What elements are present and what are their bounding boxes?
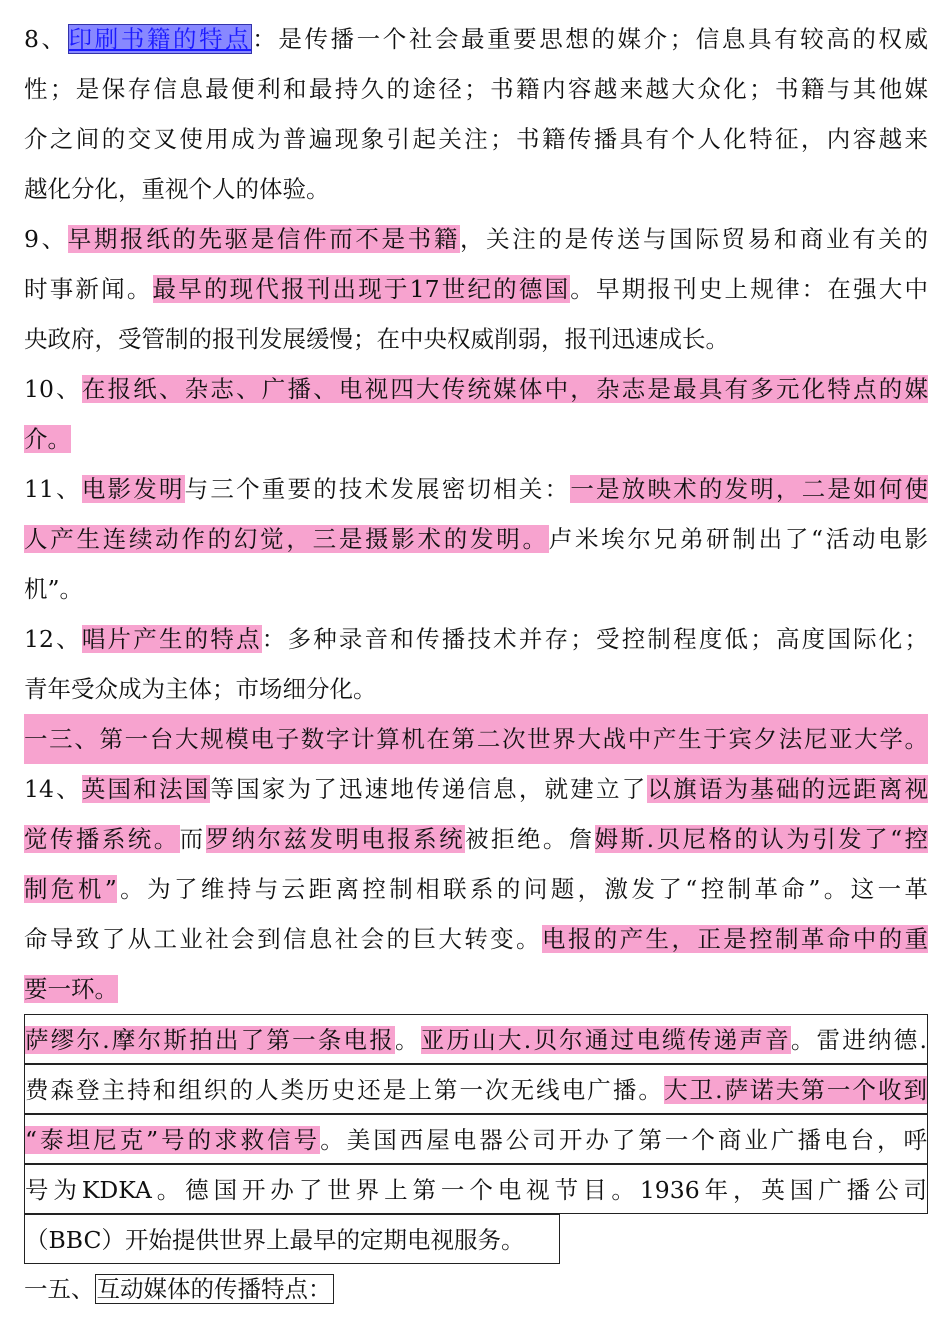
para-14-line-5	[24, 964, 928, 1014]
para-8-line-2	[24, 64, 928, 114]
para-10-line-2	[24, 414, 928, 464]
highlight: 制危机”	[24, 875, 117, 903]
item-number: 12、	[24, 625, 82, 653]
highlight: 介。	[24, 425, 71, 453]
text-run: 机”。	[24, 575, 84, 603]
text-run: ：是传播一个社会最重要思想的媒介；信息具有较高的权威	[252, 25, 929, 53]
text-run: 介之间的交叉使用成为普遍现象引起关注；书籍传播具有个人化特征，内容越来	[24, 125, 928, 153]
para-8-line-4	[24, 164, 928, 214]
text-run: 越化分化，重视个人的体验。	[24, 175, 330, 203]
text-run: 。	[395, 1026, 421, 1054]
para-9-line-1	[24, 214, 928, 264]
highlight: 在报纸、杂志、广播、电视四大传统媒体中，杂志是最具有多元化特点的媒	[81, 375, 929, 403]
para-14-line-4	[24, 914, 928, 964]
text-run: ，关注的是传送与国际贸易和商业有关的	[459, 225, 929, 253]
text-run: 。美国西屋电器公司开办了第一个商业广播电台，呼	[320, 1126, 928, 1154]
highlight: 一三、第一台大规模电子数字计算机在第二次世界大战中产生于宾夕法尼亚大学。	[24, 725, 928, 753]
para-13-line-1	[24, 714, 928, 764]
highlight: “泰坦尼克”号的求救信号	[25, 1126, 321, 1154]
highlight: 萨缪尔.摩尔斯拍出了第一条电报	[25, 1026, 396, 1054]
para-14-line-1	[24, 764, 928, 814]
highlight: 早期报纸的先驱是信件而不是书籍	[67, 225, 460, 253]
item-number: 8、	[24, 25, 68, 53]
highlight: 电报的产生，正是控制革命中的重	[541, 925, 929, 953]
para-14-line-2	[24, 814, 928, 864]
text-run: （BBC）开始提供世界上最早的定期电视服务。	[25, 1226, 525, 1254]
highlight: 以旗语为基础的远距离视	[647, 775, 929, 803]
para-15-line-2	[24, 1064, 928, 1114]
highlight: 觉传播系统。	[24, 825, 180, 853]
para-9-line-2	[24, 264, 928, 314]
highlight: 罗纳尔兹发明电报系统	[205, 825, 466, 853]
text-run: 。为了维持与云距离控制相联系的问题，激发了“控制革命”。这一革	[116, 875, 928, 903]
text-run: 被拒绝。詹	[465, 825, 595, 853]
item-number: 14、	[24, 775, 82, 803]
para-11-line-1	[24, 464, 928, 514]
heading-interactive-media: 互动媒体的传播特点：	[96, 1275, 332, 1303]
highlight: 唱片产生的特点	[81, 625, 262, 653]
text-run: 青年受众成为主体；市场细分化。	[24, 675, 377, 703]
text-run: 。雷进纳德.	[790, 1026, 927, 1054]
text-run: 性；是保存信息最便利和最持久的途径；书籍内容越来越大众化；书籍与其他媒	[24, 75, 928, 103]
para-15-line-4	[24, 1164, 928, 1214]
item-number: 11、	[24, 475, 82, 503]
para-12-line-2	[24, 664, 928, 714]
text-run: 费森登主持和组织的人类历史还是上第一次无线电广播。	[25, 1076, 664, 1104]
highlight: 电影发明	[81, 475, 185, 503]
para-15-line-5	[24, 1214, 560, 1264]
section-heading-interactive-media	[24, 1264, 928, 1314]
text-run: 而	[179, 825, 206, 853]
highlight: 英国和法国	[81, 775, 211, 803]
text-run: ：多种录音和传播技术并存；受控制程度低；高度国际化；	[261, 625, 929, 653]
para-8-line-3	[24, 114, 928, 164]
para-10-line-1	[24, 364, 928, 414]
item-number: 一五、	[24, 1275, 95, 1303]
para-14-line-3	[24, 864, 928, 914]
highlight: 大卫.萨诺夫第一个收到	[663, 1076, 927, 1104]
para-8-line-1	[24, 14, 928, 64]
para-11-line-3	[24, 564, 928, 614]
heading-link-printed-books[interactable]: 印刷书籍的特点	[68, 25, 252, 53]
text-run: 等国家为了迅速地传递信息，就建立了	[210, 775, 648, 803]
highlight: 亚历山大.贝尔通过电缆传递声音	[420, 1026, 791, 1054]
text-run: 。早期报刊史上规律：在强大中	[570, 275, 929, 303]
highlight: 一是放映术的发明，二是如何使	[570, 475, 929, 503]
para-9-line-3	[24, 314, 928, 364]
text-run: 时事新闻。	[24, 275, 153, 303]
item-number: 9、	[24, 225, 68, 253]
para-15-line-1	[24, 1014, 928, 1064]
para-12-line-1	[24, 614, 928, 664]
text-run: 命导致了从工业社会到信息社会的巨大转变。	[24, 925, 542, 953]
text-run: 央政府，受管制的报刊发展缓慢；在中央权威削弱，报刊迅速成长。	[24, 325, 729, 353]
highlight: 最早的现代报刊出现于17世纪的德国	[152, 275, 571, 303]
text-run: 卢米埃尔兄弟研制出了“活动电影	[548, 525, 929, 553]
para-11-line-2	[24, 514, 928, 564]
highlight: 姆斯.贝尼格的认为引发了“控	[594, 825, 929, 853]
highlight: 人产生连续动作的幻觉，三是摄影术的发明。	[24, 525, 549, 553]
text-run: 号为KDKA。德国开办了世界上第一个电视节目。1936年，英国广播公司	[25, 1176, 927, 1204]
text-run: 与三个重要的技术发展密切相关：	[184, 475, 571, 503]
highlight: 要一环。	[24, 975, 118, 1003]
para-15-line-3	[24, 1114, 928, 1164]
item-number: 10、	[24, 375, 82, 403]
